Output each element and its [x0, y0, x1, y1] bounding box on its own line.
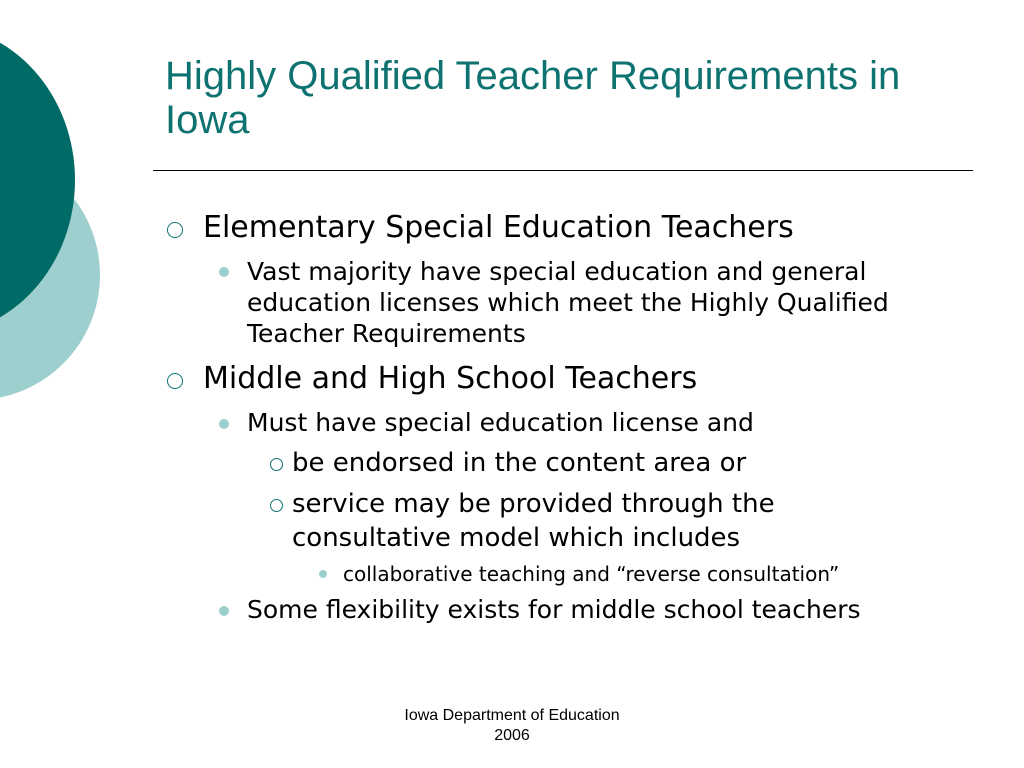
bullet-text: be endorsed in the content area or — [292, 448, 747, 478]
bullet-item — [292, 446, 952, 480]
ring-bullet-icon — [167, 222, 183, 238]
bullet-item — [343, 562, 983, 586]
bullet-text: service may be provided through the consultative model which includes — [292, 489, 775, 553]
bullet-item — [247, 407, 947, 438]
ring-bullet-icon — [167, 373, 183, 389]
footer-year: 2006 — [494, 727, 530, 744]
dot-bullet-icon — [219, 606, 229, 616]
dot-bullet-icon — [219, 267, 229, 277]
bullet-item — [203, 361, 983, 396]
bullet-text: collaborative teaching and “reverse consultation” — [343, 562, 840, 586]
slide-footer — [362, 706, 662, 746]
bullet-text: Some flexibility exists for middle school teachers — [247, 595, 861, 624]
bullet-text: Must have special education license and — [247, 408, 754, 437]
slide-title: Highly Qualified Teacher Requirements in Iowa — [165, 54, 901, 142]
ring-bullet-icon — [270, 458, 283, 471]
dot-bullet-icon — [319, 570, 327, 578]
ring-bullet-icon — [270, 499, 283, 512]
bullet-item — [203, 210, 983, 245]
bullet-text: Elementary Special Education Teachers — [203, 210, 794, 245]
dot-bullet-icon — [219, 419, 229, 429]
bullet-text: Vast majority have special education and general education licenses which meet the Highly Qualified Teacher Requirements — [247, 257, 889, 348]
bullet-item — [247, 594, 887, 625]
bullet-item — [292, 487, 892, 555]
footer-organization: Iowa Department of Education — [404, 707, 620, 724]
bullet-item — [247, 256, 907, 349]
bullet-text: Middle and High School Teachers — [203, 361, 698, 396]
